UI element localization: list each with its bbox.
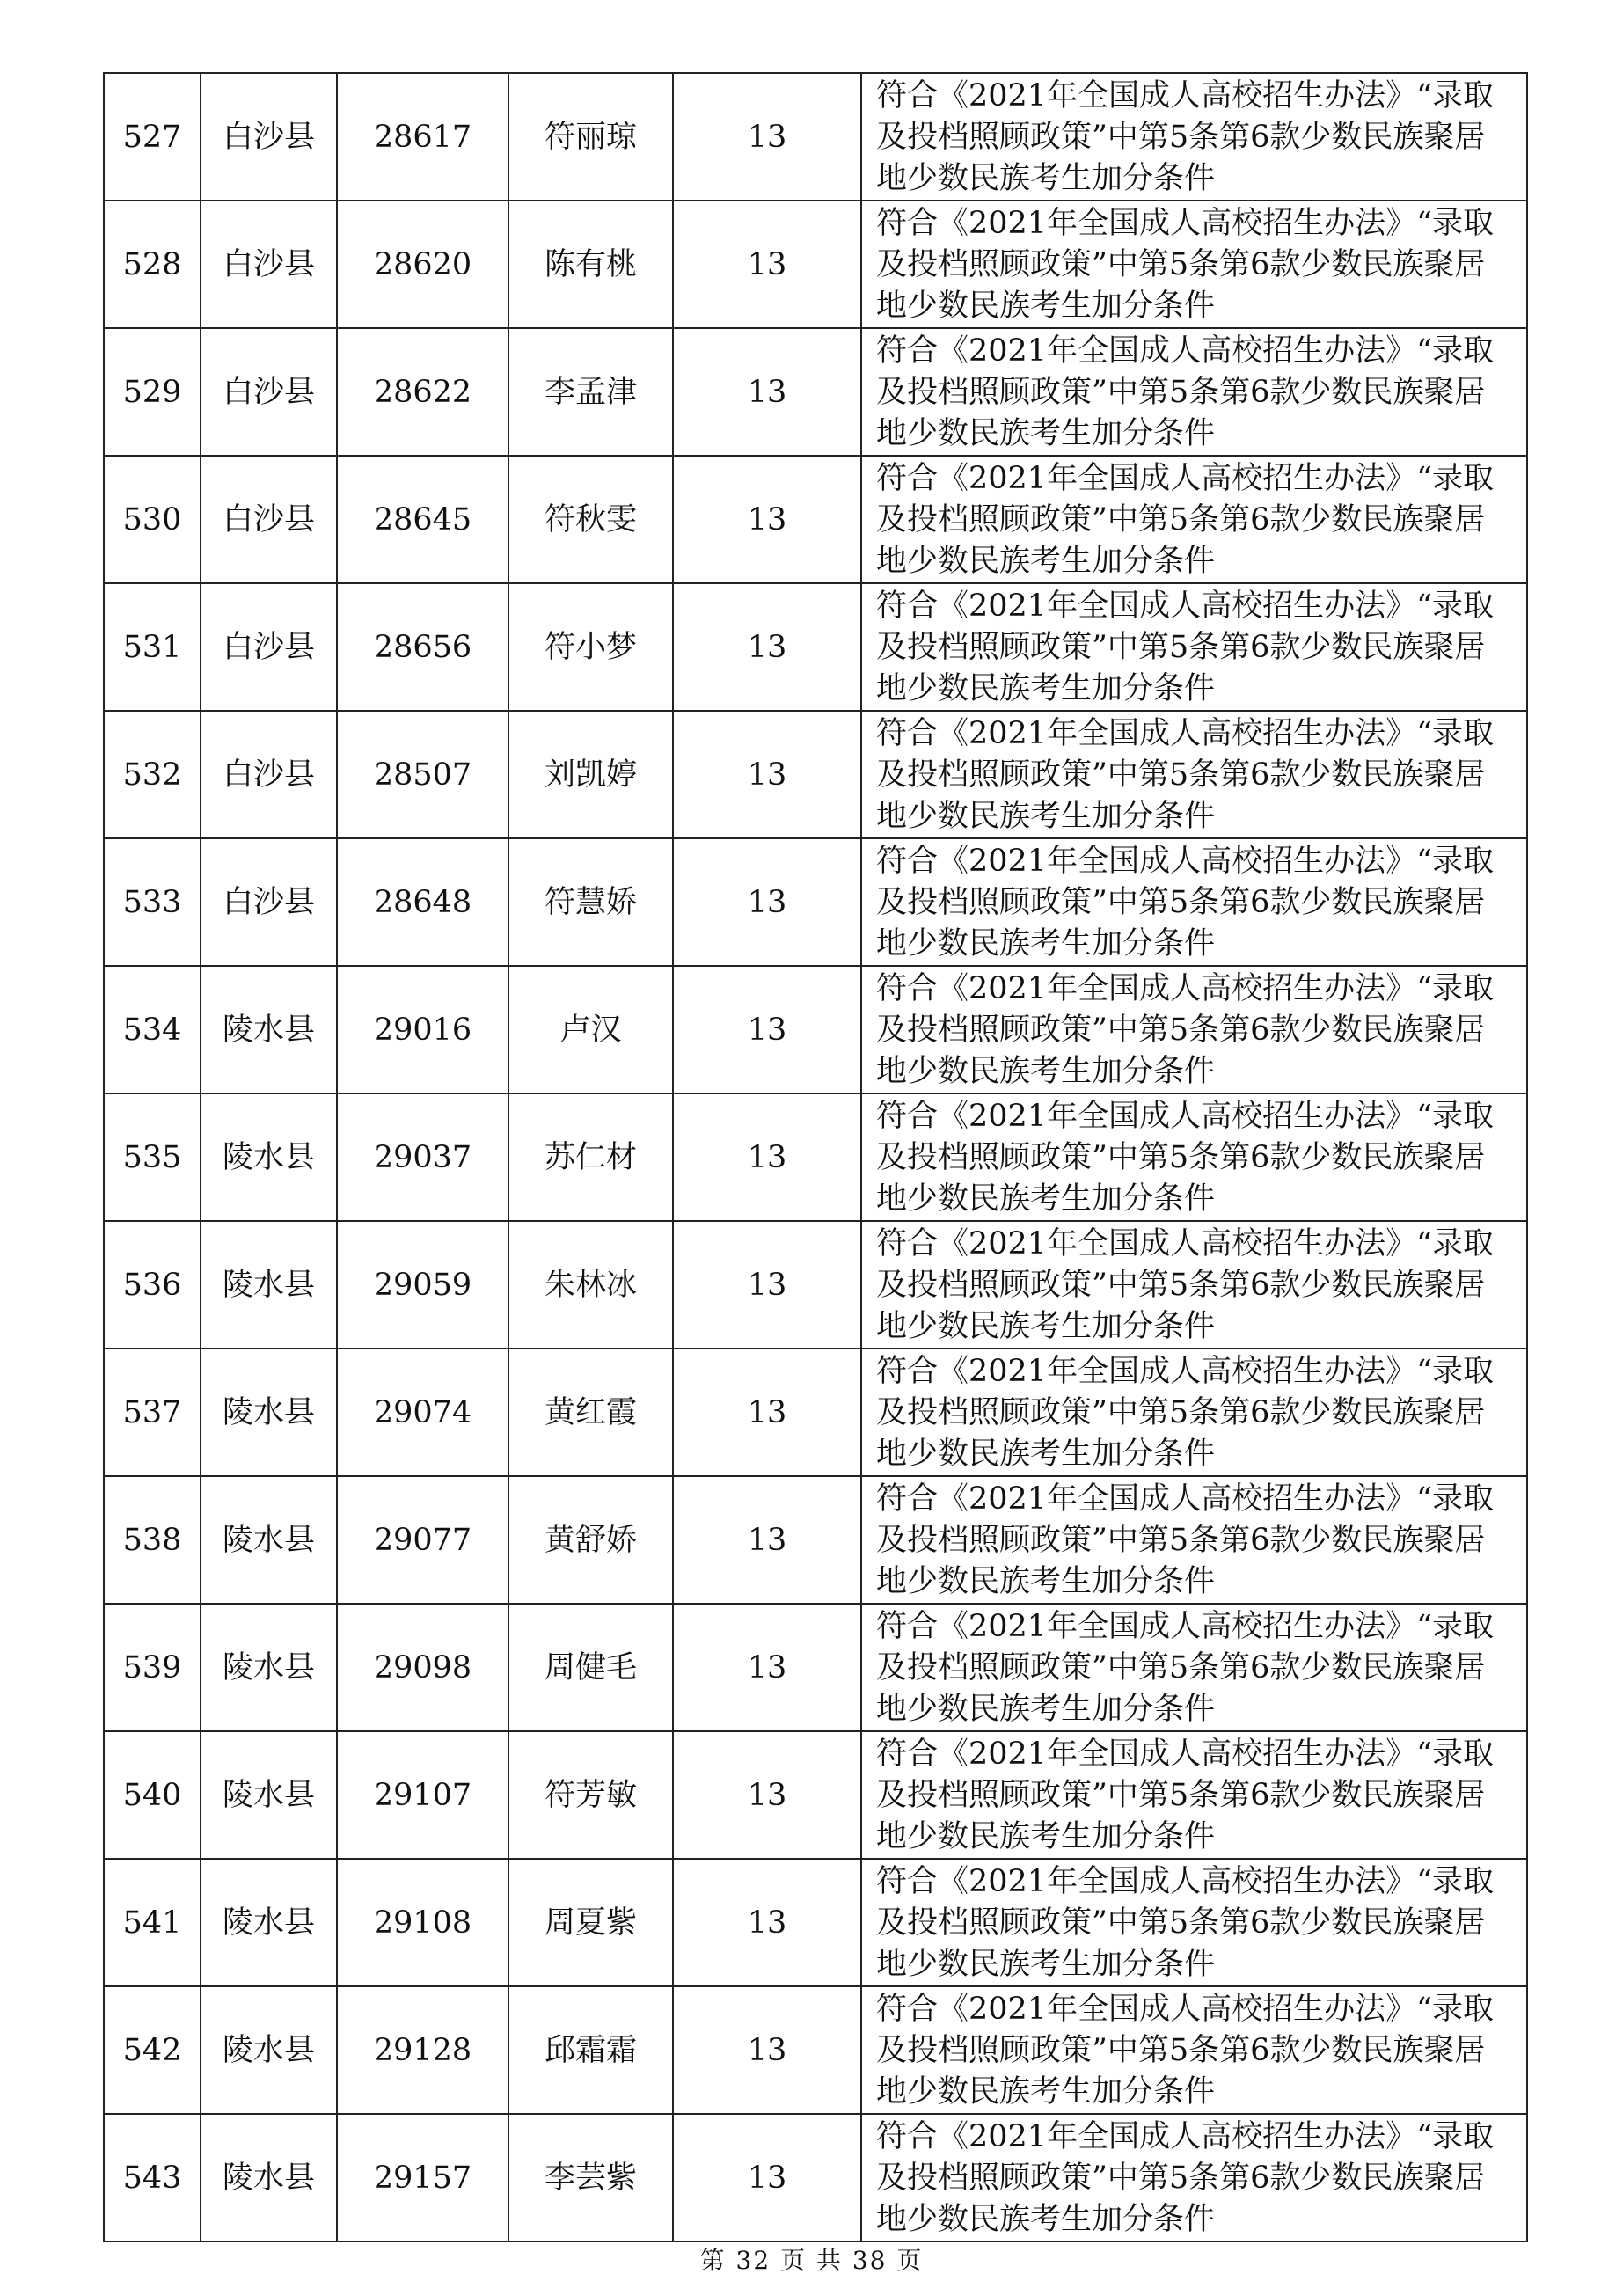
table-row bbox=[104, 1986, 1527, 2114]
cell-county: 陵水县 bbox=[201, 1986, 337, 2114]
cell-bonus-score: 13 bbox=[673, 583, 861, 711]
table-body bbox=[104, 73, 1527, 2241]
table-row bbox=[104, 1604, 1527, 1731]
cell-candidate-name: 周夏紫 bbox=[508, 1859, 673, 1986]
cell-candidate-name: 黄红霞 bbox=[508, 1349, 673, 1476]
cell-candidate-id: 29074 bbox=[337, 1349, 508, 1476]
cell-eligibility-note: 符合《2021年全国成人高校招生办法》“录取及投档照顾政策”中第5条第6款少数民族聚居地少数民族考生加分条件 bbox=[861, 1604, 1527, 1731]
cell-county: 白沙县 bbox=[201, 456, 337, 583]
cell-county: 白沙县 bbox=[201, 328, 337, 456]
cell-candidate-name: 苏仁材 bbox=[508, 1093, 673, 1221]
candidate-table bbox=[103, 72, 1528, 2242]
cell-eligibility-note: 符合《2021年全国成人高校招生办法》“录取及投档照顾政策”中第5条第6款少数民族聚居地少数民族考生加分条件 bbox=[861, 711, 1527, 838]
cell-eligibility-note: 符合《2021年全国成人高校招生办法》“录取及投档照顾政策”中第5条第6款少数民族聚居地少数民族考生加分条件 bbox=[861, 1476, 1527, 1604]
cell-county: 陵水县 bbox=[201, 1731, 337, 1859]
cell-eligibility-note: 符合《2021年全国成人高校招生办法》“录取及投档照顾政策”中第5条第6款少数民族聚居地少数民族考生加分条件 bbox=[861, 1349, 1527, 1476]
cell-candidate-id: 28656 bbox=[337, 583, 508, 711]
cell-county: 陵水县 bbox=[201, 1349, 337, 1476]
cell-serial-number: 539 bbox=[104, 1604, 201, 1731]
table-row bbox=[104, 73, 1527, 201]
table-row bbox=[104, 1093, 1527, 1221]
cell-eligibility-note: 符合《2021年全国成人高校招生办法》“录取及投档照顾政策”中第5条第6款少数民族聚居地少数民族考生加分条件 bbox=[861, 2114, 1527, 2241]
cell-serial-number: 543 bbox=[104, 2114, 201, 2241]
cell-serial-number: 530 bbox=[104, 456, 201, 583]
cell-candidate-id: 28622 bbox=[337, 328, 508, 456]
cell-serial-number: 532 bbox=[104, 711, 201, 838]
cell-bonus-score: 13 bbox=[673, 1221, 861, 1349]
cell-eligibility-note: 符合《2021年全国成人高校招生办法》“录取及投档照顾政策”中第5条第6款少数民族聚居地少数民族考生加分条件 bbox=[861, 1986, 1527, 2114]
cell-bonus-score: 13 bbox=[673, 1604, 861, 1731]
cell-candidate-name: 卢汉 bbox=[508, 966, 673, 1093]
cell-county: 陵水县 bbox=[201, 1604, 337, 1731]
cell-serial-number: 540 bbox=[104, 1731, 201, 1859]
cell-serial-number: 542 bbox=[104, 1986, 201, 2114]
cell-county: 白沙县 bbox=[201, 838, 337, 966]
cell-candidate-id: 28645 bbox=[337, 456, 508, 583]
cell-candidate-id: 28648 bbox=[337, 838, 508, 966]
cell-county: 陵水县 bbox=[201, 1859, 337, 1986]
cell-eligibility-note: 符合《2021年全国成人高校招生办法》“录取及投档照顾政策”中第5条第6款少数民族聚居地少数民族考生加分条件 bbox=[861, 1221, 1527, 1349]
cell-candidate-name: 李孟津 bbox=[508, 328, 673, 456]
cell-candidate-name: 邱霜霜 bbox=[508, 1986, 673, 2114]
table-row bbox=[104, 1476, 1527, 1604]
cell-eligibility-note: 符合《2021年全国成人高校招生办法》“录取及投档照顾政策”中第5条第6款少数民族聚居地少数民族考生加分条件 bbox=[861, 328, 1527, 456]
cell-bonus-score: 13 bbox=[673, 1859, 861, 1986]
table-row bbox=[104, 1349, 1527, 1476]
cell-eligibility-note: 符合《2021年全国成人高校招生办法》“录取及投档照顾政策”中第5条第6款少数民族聚居地少数民族考生加分条件 bbox=[861, 73, 1527, 201]
cell-eligibility-note: 符合《2021年全国成人高校招生办法》“录取及投档照顾政策”中第5条第6款少数民族聚居地少数民族考生加分条件 bbox=[861, 1859, 1527, 1986]
cell-serial-number: 533 bbox=[104, 838, 201, 966]
cell-candidate-id: 29107 bbox=[337, 1731, 508, 1859]
table-row bbox=[104, 456, 1527, 583]
table-row bbox=[104, 1731, 1527, 1859]
cell-county: 陵水县 bbox=[201, 1221, 337, 1349]
cell-candidate-name: 符小梦 bbox=[508, 583, 673, 711]
cell-candidate-name: 黄舒娇 bbox=[508, 1476, 673, 1604]
cell-candidate-id: 28620 bbox=[337, 201, 508, 328]
cell-serial-number: 535 bbox=[104, 1093, 201, 1221]
cell-candidate-name: 符芳敏 bbox=[508, 1731, 673, 1859]
table-row bbox=[104, 328, 1527, 456]
table-row bbox=[104, 1221, 1527, 1349]
cell-bonus-score: 13 bbox=[673, 1349, 861, 1476]
cell-candidate-id: 29157 bbox=[337, 2114, 508, 2241]
cell-county: 陵水县 bbox=[201, 1093, 337, 1221]
cell-eligibility-note: 符合《2021年全国成人高校招生办法》“录取及投档照顾政策”中第5条第6款少数民族聚居地少数民族考生加分条件 bbox=[861, 583, 1527, 711]
cell-eligibility-note: 符合《2021年全国成人高校招生办法》“录取及投档照顾政策”中第5条第6款少数民族聚居地少数民族考生加分条件 bbox=[861, 1093, 1527, 1221]
cell-serial-number: 534 bbox=[104, 966, 201, 1093]
table-row bbox=[104, 583, 1527, 711]
table-row bbox=[104, 966, 1527, 1093]
cell-bonus-score: 13 bbox=[673, 73, 861, 201]
page-footer: 第 32 页 共 38 页 bbox=[699, 2246, 924, 2275]
cell-county: 陵水县 bbox=[201, 2114, 337, 2241]
cell-serial-number: 541 bbox=[104, 1859, 201, 1986]
cell-candidate-id: 29037 bbox=[337, 1093, 508, 1221]
cell-serial-number: 538 bbox=[104, 1476, 201, 1604]
cell-candidate-id: 28617 bbox=[337, 73, 508, 201]
cell-serial-number: 529 bbox=[104, 328, 201, 456]
cell-eligibility-note: 符合《2021年全国成人高校招生办法》“录取及投档照顾政策”中第5条第6款少数民族聚居地少数民族考生加分条件 bbox=[861, 201, 1527, 328]
cell-candidate-id: 29098 bbox=[337, 1604, 508, 1731]
cell-serial-number: 528 bbox=[104, 201, 201, 328]
cell-bonus-score: 13 bbox=[673, 1476, 861, 1604]
table-row bbox=[104, 201, 1527, 328]
cell-bonus-score: 13 bbox=[673, 966, 861, 1093]
table-row bbox=[104, 838, 1527, 966]
cell-county: 陵水县 bbox=[201, 966, 337, 1093]
cell-candidate-name: 刘凯婷 bbox=[508, 711, 673, 838]
table-row bbox=[104, 711, 1527, 838]
cell-bonus-score: 13 bbox=[673, 2114, 861, 2241]
cell-candidate-id: 29059 bbox=[337, 1221, 508, 1349]
cell-serial-number: 536 bbox=[104, 1221, 201, 1349]
cell-candidate-id: 28507 bbox=[337, 711, 508, 838]
cell-candidate-id: 29016 bbox=[337, 966, 508, 1093]
cell-bonus-score: 13 bbox=[673, 201, 861, 328]
cell-county: 白沙县 bbox=[201, 583, 337, 711]
cell-candidate-name: 朱林冰 bbox=[508, 1221, 673, 1349]
cell-bonus-score: 13 bbox=[673, 1731, 861, 1859]
cell-candidate-name: 符秋雯 bbox=[508, 456, 673, 583]
cell-bonus-score: 13 bbox=[673, 1986, 861, 2114]
cell-county: 白沙县 bbox=[201, 201, 337, 328]
cell-serial-number: 537 bbox=[104, 1349, 201, 1476]
table-row bbox=[104, 1859, 1527, 1986]
cell-serial-number: 531 bbox=[104, 583, 201, 711]
cell-bonus-score: 13 bbox=[673, 711, 861, 838]
cell-eligibility-note: 符合《2021年全国成人高校招生办法》“录取及投档照顾政策”中第5条第6款少数民族聚居地少数民族考生加分条件 bbox=[861, 966, 1527, 1093]
cell-candidate-name: 李芸紫 bbox=[508, 2114, 673, 2241]
cell-eligibility-note: 符合《2021年全国成人高校招生办法》“录取及投档照顾政策”中第5条第6款少数民族聚居地少数民族考生加分条件 bbox=[861, 456, 1527, 583]
cell-candidate-name: 符慧娇 bbox=[508, 838, 673, 966]
cell-eligibility-note: 符合《2021年全国成人高校招生办法》“录取及投档照顾政策”中第5条第6款少数民族聚居地少数民族考生加分条件 bbox=[861, 1731, 1527, 1859]
cell-bonus-score: 13 bbox=[673, 1093, 861, 1221]
table-row bbox=[104, 2114, 1527, 2241]
cell-candidate-name: 陈有桃 bbox=[508, 201, 673, 328]
cell-candidate-id: 29108 bbox=[337, 1859, 508, 1986]
cell-bonus-score: 13 bbox=[673, 328, 861, 456]
cell-candidate-id: 29077 bbox=[337, 1476, 508, 1604]
cell-candidate-name: 符丽琼 bbox=[508, 73, 673, 201]
cell-county: 白沙县 bbox=[201, 73, 337, 201]
cell-serial-number: 527 bbox=[104, 73, 201, 201]
cell-county: 白沙县 bbox=[201, 711, 337, 838]
cell-bonus-score: 13 bbox=[673, 838, 861, 966]
cell-eligibility-note: 符合《2021年全国成人高校招生办法》“录取及投档照顾政策”中第5条第6款少数民族聚居地少数民族考生加分条件 bbox=[861, 838, 1527, 966]
cell-candidate-name: 周健毛 bbox=[508, 1604, 673, 1731]
cell-bonus-score: 13 bbox=[673, 456, 861, 583]
cell-candidate-id: 29128 bbox=[337, 1986, 508, 2114]
cell-county: 陵水县 bbox=[201, 1476, 337, 1604]
